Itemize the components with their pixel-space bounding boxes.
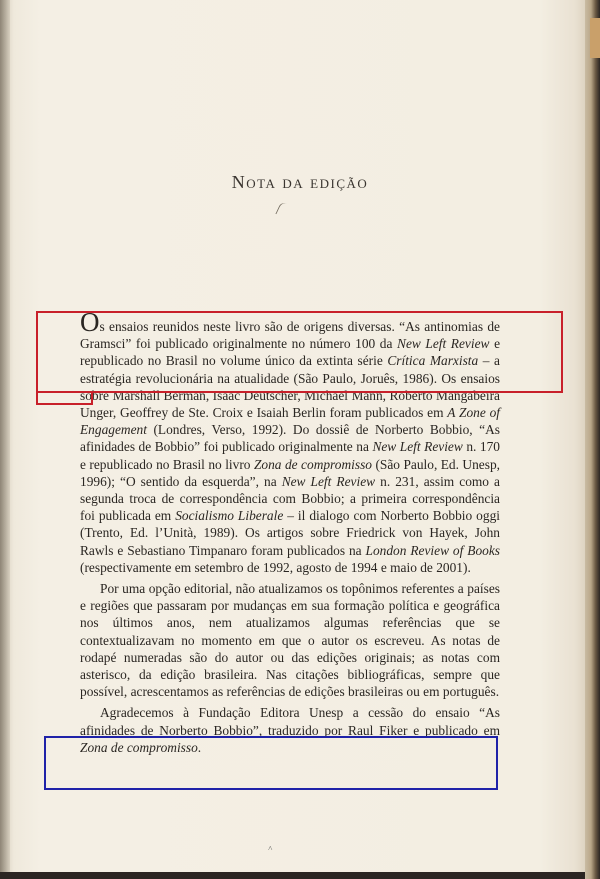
p1-italic-3: A Zone of Engagement [80, 405, 500, 438]
p1-italic-2: Crítica Marxista [387, 353, 479, 369]
p1-text-7: n. 231, assim como a segunda troca de correspondência com Bobbio; a primeira correspondência foi publicada em [80, 473, 500, 524]
p1-text-2: e republicado no Brasil no volume único da extinta série [80, 336, 501, 369]
p3-text-2: . [197, 739, 202, 755]
title-rest: ota da edição [246, 172, 369, 192]
red-highlight-box [36, 311, 563, 393]
p1-italic-8: London Review of Books [365, 542, 500, 558]
p3-text: Agradecemos à Fundação Editora Unesp a cessão do ensaio “As afinidades de Norberto Bobbio”, traduzido por Raul Fiker e publicado em [80, 705, 500, 738]
p1-text-3: – a estratégia revolucionária na atualidade (São Paulo, Joruês, 1986). Os ensaios sobre Marshall Berman, Isaac Deutscher, Michael Mann, Roberto Mangabeira Unger, Geoffrey de Ste. Croix e Isaiah Berlin foram publicados em [80, 353, 500, 421]
p1-italic-4: New Left Review [372, 439, 463, 455]
p1-text: s ensaios reunidos neste livro são de origens diversas. “As antinomias de Gramsci” foi publicado originalmente no número 100 da [80, 319, 500, 352]
p1-italic-6: New Left Review [281, 473, 376, 489]
p1-text-4: (Londres, Verso, 1992). Do dossiê de Norberto Bobbio, “As afinidades de Bobbio” foi publicado originalmente na [80, 422, 500, 455]
drop-cap: O [80, 307, 100, 337]
blue-highlight-box [44, 736, 498, 790]
p3-italic-1: Zona de compromisso [80, 739, 198, 755]
title-first-letter: N [231, 172, 247, 192]
bookmark-tab [590, 18, 600, 58]
footer-mark: ˄ [268, 844, 273, 853]
p1-text-9: (respectivamente em setembro de 1992, agosto de 1994 e maio de 2001). [80, 559, 471, 575]
p1-text-5: n. 170 e republicado no Brasil no livro [80, 439, 500, 472]
paragraph-2: Por uma opção editorial, não atualizamos os topônimos referentes a países e regiões que passaram por mudanças em sua formação política e geográfica nos últimos anos, nem atualizamos algumas referências que se contextualizavam no momento em que o autor os escreveu. As notas de rodapé numeradas são do autor ou das edições originais; as notas com asterisco, da edição brasileira. Nas citações bibliográficas, sempre que possível, acrescentamos as referências de edições brasileiras ou em português. [80, 581, 500, 700]
p1-italic-1: New Left Review [397, 336, 490, 352]
p1-text-6: (São Paulo, Ed. Unesp, 1996); “O sentido da esquerda”, na [80, 456, 500, 489]
p1-italic-5: Zona de compromisso [253, 456, 372, 472]
page-edge [585, 0, 600, 879]
red-highlight-box-extension [36, 391, 93, 405]
p1-text-8: – il dialogo com Norberto Bobbio oggi (Trento, Ed. l’Unità, 1989). Os artigos sobre Friedrick von Hayek, John Rawls e Sebastiano Timpanaro foram publicados na [80, 508, 500, 558]
book-spine-shadow [0, 0, 10, 872]
page-title [0, 172, 600, 193]
p1-italic-7: Socialismo Liberale [175, 508, 284, 524]
